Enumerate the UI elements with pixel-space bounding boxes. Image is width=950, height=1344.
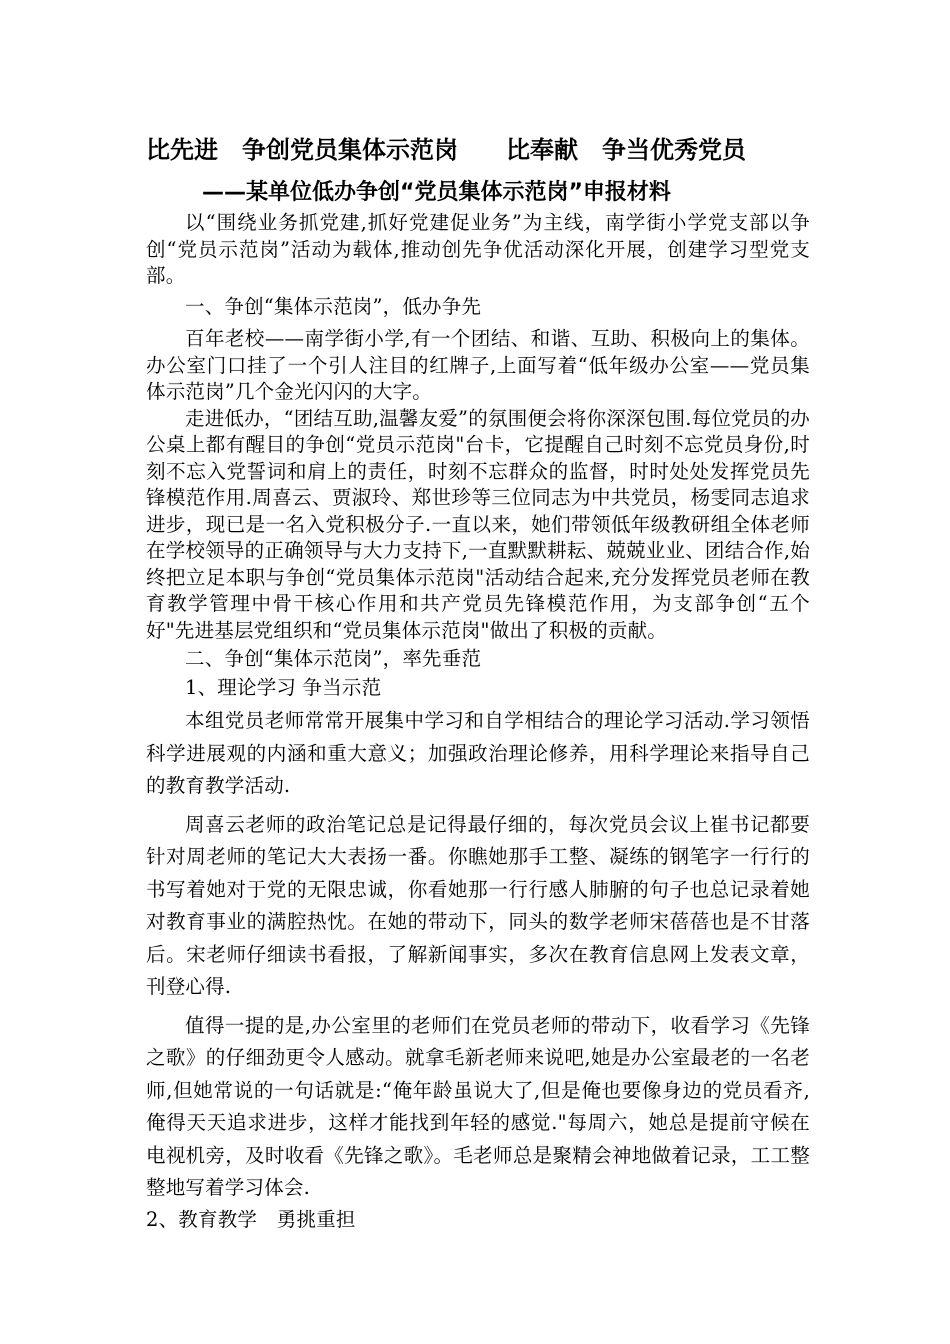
intro-paragraph: 以“围绕业务抓党建,抓好党建促业务”为主线，南学街小学党支部以争创“党员示范岗”活动为载体,推动创先争优活动深化开展，创建学习型党支部。	[146, 211, 810, 287]
paragraph-school-intro: 百年老校——南学街小学,有一个团结、和谐、互助、积极向上的集体。办公室门口挂了一个引人注目的红牌子,上面写着“低年级办公室——党员集体示范岗”几个金光闪闪的大字。	[146, 327, 810, 403]
section-heading-1: 一、争创“集体示范岗”，低办争先	[185, 294, 482, 318]
document-content	[146, 210, 810, 1233]
document-subtitle: ——某单位低办争创“党员集体示范岗”申报材料	[202, 180, 671, 205]
subsection-heading-1: 1、理论学习 争当示范	[185, 675, 382, 699]
document-title: 比先进 争创党员集体示范岗 比奉献 争当优秀党员	[146, 136, 746, 164]
paragraph-office-atmosphere: 走进低办，“团结互助,温馨友爱”的氛围便会将你深深包围.每位党员的办公桌上都有醒目的争创“党员示范岗"台卡，它提醒自己时刻不忘党员身份,时刻不忘入党誓词和肩上的责任，时刻不忘群众的监督，时时处处发挥党员先锋模范作用.周喜云、贾淑玲、郑世珍等三位同志为中共党员，杨雯同志追求进步，现已是一名入党积极分子.一直以来，她们带领低年级教研组全体老师在学校领导的正确领导与大力支持下,一直默默耕耘、兢兢业业、团结合作,始终把立足本职与争创“党员集体示范岗"活动结合起来,充分发挥党员老师在教育教学管理中骨干核心作用和共产党员先锋模范作用，为支部争创“五个好"先进基层党组织和“党员集体示范岗"做出了积极的贡献。	[146, 406, 810, 642]
section-heading-2: 二、争创“集体示范岗”，率先垂范	[185, 647, 482, 670]
document-body	[146, 130, 810, 1233]
subsection-heading-2: 2、教育教学 勇挑重担	[146, 1207, 356, 1231]
paragraph-teacher-zhou: 周喜云老师的政治笔记总是记得最仔细的，每次党员会议上崔书记都要针对周老师的笔记大大表扬一番。你瞧她那手工整、凝练的钢笔字一行行的书写着她对于党的无限忠诚，你看她那一行行感人肺腑的句子也总记录着她对教育事业的满腔热忱。在她的带动下，同头的数学老师宋蓓蓓也是不甘落后。宋老师仔细读书看报，了解新闻事实，多次在教育信息网上发表文章，刊登心得.	[146, 812, 810, 998]
paragraph-theory-study: 本组党员老师常常开展集中学习和自学相结合的理论学习活动.学习领悟科学进展观的内涵和重大意义；加强政治理论修养，用科学理论来指导自己的教育教学活动.	[146, 709, 810, 797]
paragraph-teacher-mao: 值得一提的是,办公室里的老师们在党员老师的带动下，收看学习《先锋之歌》的仔细劲更令人感动。就拿毛新老师来说吧,她是办公室最老的一名老师,但她常说的一句话就是:“俺年龄虽说大了,但是俺也要像身边的党员看齐,俺得天天追求进步，这样才能找到年轻的感觉."每周六，她总是提前守候在电视机旁，及时收看《先锋之歌》。毛老师总是聚精会神地做着记录，工工整整地写着学习体会.	[146, 1013, 810, 1199]
